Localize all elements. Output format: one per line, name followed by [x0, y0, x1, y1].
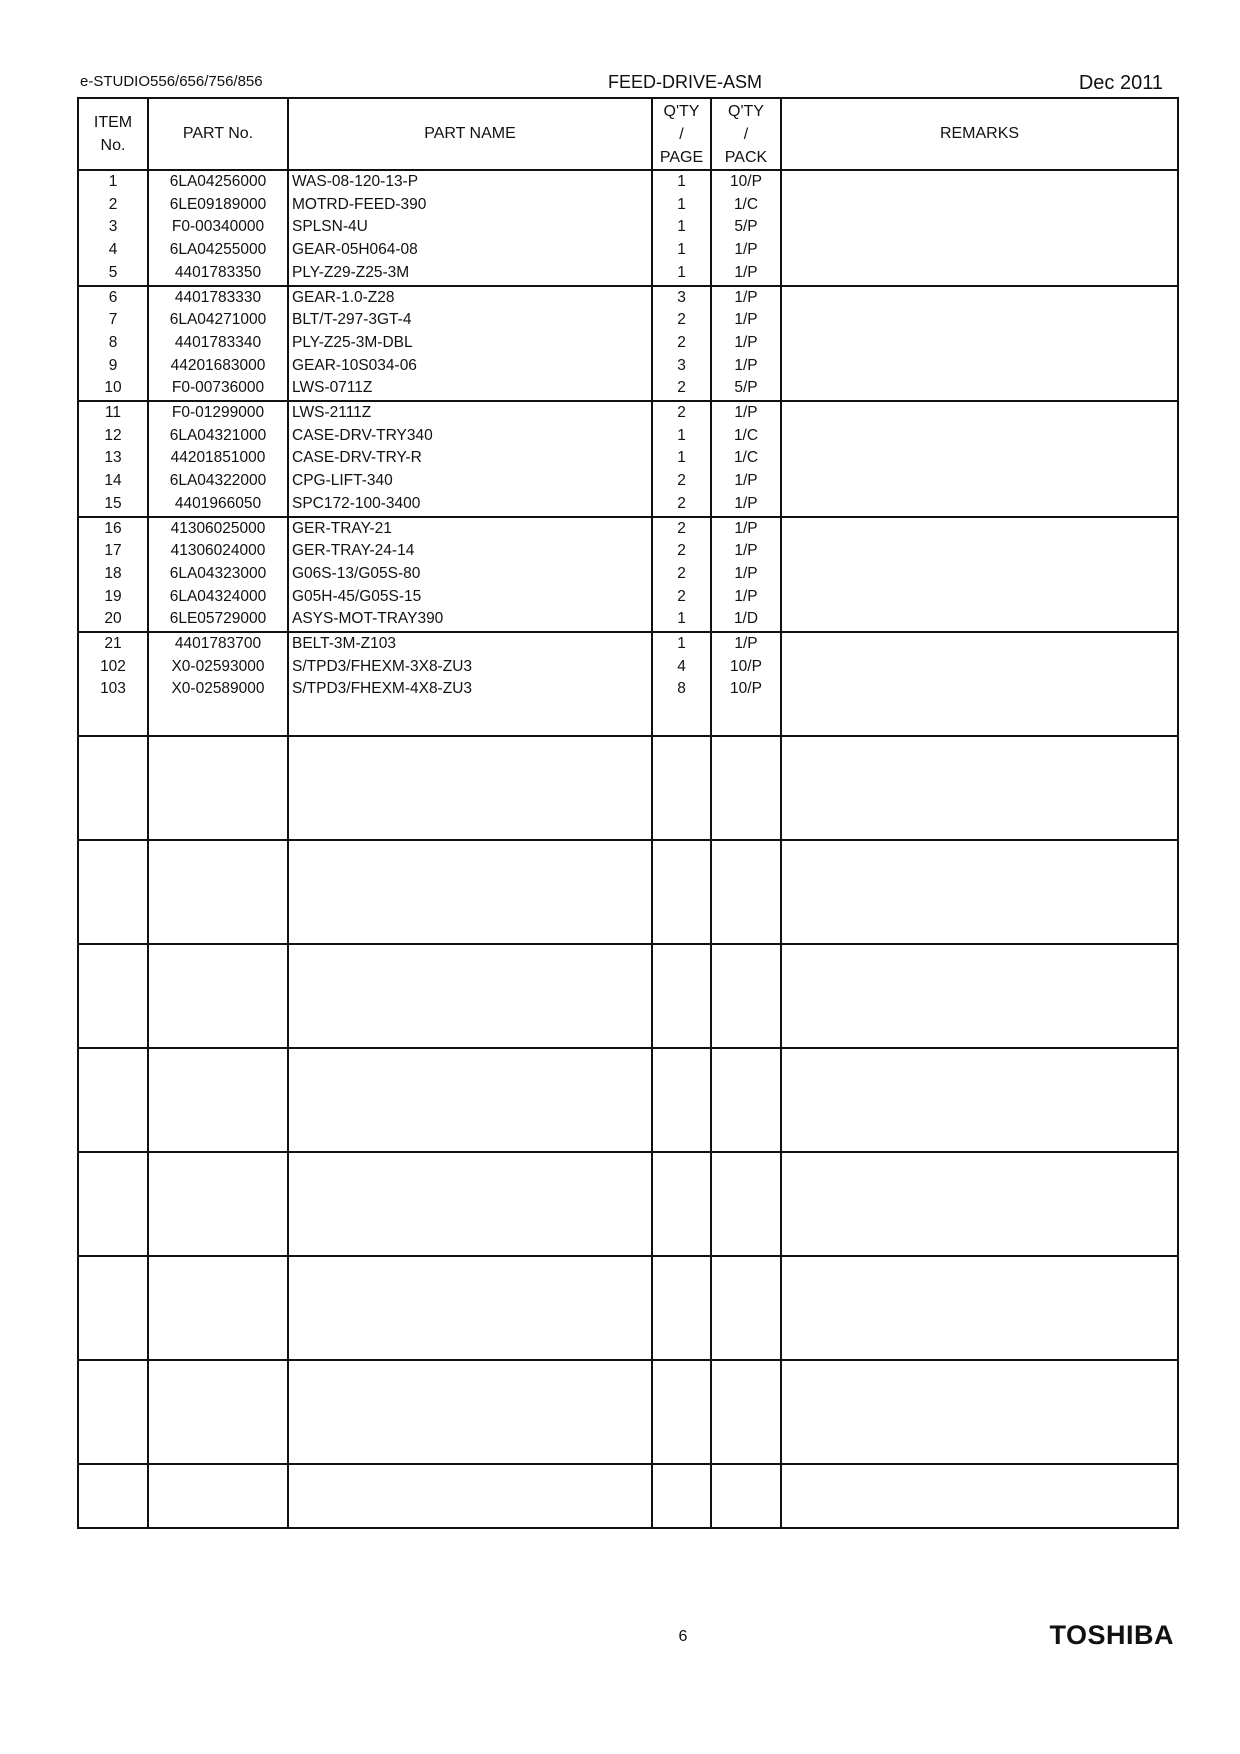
cell-qty-pack: 1/P	[711, 286, 781, 310]
cell-part-name: GER-TRAY-24-14	[288, 540, 652, 563]
empty-cell	[652, 736, 711, 840]
empty-cell	[781, 736, 1178, 840]
cell-item-no: 11	[78, 401, 148, 425]
empty-cell	[652, 1152, 711, 1256]
cell-remarks	[781, 447, 1178, 470]
table-row	[78, 170, 1178, 194]
cell-qty-pack: 1/P	[711, 563, 781, 586]
cell-part-name: SPC172-100-3400	[288, 493, 652, 517]
cell-qty-page: 1	[652, 216, 711, 239]
cell-qty-page: 3	[652, 286, 711, 310]
empty-cell	[148, 840, 288, 944]
empty-row-block	[78, 1464, 1178, 1528]
cell-part-no: X0-02589000	[148, 678, 288, 701]
empty-cell	[148, 944, 288, 1048]
cell-remarks	[781, 656, 1178, 679]
empty-cell	[78, 1464, 148, 1528]
table-spacer-row	[78, 701, 1178, 736]
cell-remarks	[781, 678, 1178, 701]
cell-part-name: LWS-0711Z	[288, 377, 652, 401]
table-row	[78, 216, 1178, 239]
cell-remarks	[781, 425, 1178, 448]
model-label: e-STUDIO556/656/756/856	[80, 73, 263, 90]
empty-cell	[148, 1152, 288, 1256]
table-row	[78, 470, 1178, 493]
empty-cell	[711, 1360, 781, 1464]
empty-cell	[781, 1464, 1178, 1528]
cell-part-name: GEAR-05H064-08	[288, 239, 652, 262]
empty-cell	[288, 1464, 652, 1528]
col-header-remarks: REMARKS	[781, 98, 1178, 170]
empty-cell	[781, 1152, 1178, 1256]
table-row	[78, 517, 1178, 541]
page-number: 6	[678, 1628, 688, 1645]
table-row	[78, 678, 1178, 701]
cell-qty-pack: 1/P	[711, 262, 781, 286]
empty-cell	[288, 1360, 652, 1464]
cell-part-name: BLT/T-297-3GT-4	[288, 309, 652, 332]
cell-item-no: 15	[78, 493, 148, 517]
cell-qty-page: 1	[652, 239, 711, 262]
cell-remarks	[781, 401, 1178, 425]
cell-part-no: 4401966050	[148, 493, 288, 517]
cell-part-name: CASE-DRV-TRY-R	[288, 447, 652, 470]
empty-cell	[288, 944, 652, 1048]
empty-cell	[78, 840, 148, 944]
cell-qty-page: 1	[652, 194, 711, 217]
table-row	[78, 608, 1178, 632]
empty-cell	[78, 736, 148, 840]
empty-cell	[148, 1464, 288, 1528]
cell-part-name: BELT-3M-Z103	[288, 632, 652, 656]
cell-qty-pack: 1/C	[711, 425, 781, 448]
cell-qty-page: 4	[652, 656, 711, 679]
cell-part-name: CPG-LIFT-340	[288, 470, 652, 493]
cell-remarks	[781, 632, 1178, 656]
cell-part-no: 6LA04322000	[148, 470, 288, 493]
cell-part-name: G06S-13/G05S-80	[288, 563, 652, 586]
cell-item-no: 4	[78, 239, 148, 262]
empty-cell	[78, 701, 148, 736]
col-header-part-name: PART NAME	[288, 98, 652, 170]
cell-part-no: 4401783350	[148, 262, 288, 286]
empty-cell	[711, 1048, 781, 1152]
empty-cell	[288, 736, 652, 840]
table-row	[78, 493, 1178, 517]
empty-cell	[652, 944, 711, 1048]
cell-qty-pack: 5/P	[711, 216, 781, 239]
cell-qty-page: 1	[652, 447, 711, 470]
empty-row-block	[78, 736, 1178, 840]
cell-remarks	[781, 493, 1178, 517]
cell-item-no: 1	[78, 170, 148, 194]
cell-item-no: 17	[78, 540, 148, 563]
col-header-qty-pack: Q'TY / PACK	[711, 98, 781, 170]
cell-item-no: 18	[78, 563, 148, 586]
cell-part-name: PLY-Z29-Z25-3M	[288, 262, 652, 286]
cell-item-no: 20	[78, 608, 148, 632]
empty-cell	[148, 1048, 288, 1152]
empty-cell	[711, 944, 781, 1048]
empty-cell	[652, 840, 711, 944]
table-row	[78, 355, 1178, 378]
cell-qty-page: 2	[652, 586, 711, 609]
cell-qty-page: 2	[652, 540, 711, 563]
empty-cell	[148, 736, 288, 840]
cell-qty-pack: 10/P	[711, 678, 781, 701]
cell-qty-page: 2	[652, 377, 711, 401]
cell-qty-pack: 1/P	[711, 540, 781, 563]
cell-remarks	[781, 309, 1178, 332]
cell-part-no: 6LA04256000	[148, 170, 288, 194]
empty-cell	[781, 701, 1178, 736]
cell-remarks	[781, 586, 1178, 609]
empty-cell	[781, 944, 1178, 1048]
cell-part-name: S/TPD3/FHEXM-3X8-ZU3	[288, 656, 652, 679]
empty-cell	[781, 840, 1178, 944]
cell-part-no: 6LA04323000	[148, 563, 288, 586]
cell-qty-page: 3	[652, 355, 711, 378]
table-row	[78, 656, 1178, 679]
cell-qty-pack: 5/P	[711, 377, 781, 401]
cell-item-no: 10	[78, 377, 148, 401]
empty-cell	[711, 701, 781, 736]
cell-part-no: 6LA04255000	[148, 239, 288, 262]
table-row	[78, 377, 1178, 401]
empty-row-block	[78, 840, 1178, 944]
col-header-part-no: PART No.	[148, 98, 288, 170]
table-row	[78, 401, 1178, 425]
cell-qty-pack: 1/P	[711, 470, 781, 493]
cell-part-no: 41306025000	[148, 517, 288, 541]
cell-qty-pack: 1/P	[711, 355, 781, 378]
cell-qty-pack: 1/C	[711, 447, 781, 470]
empty-cell	[78, 1256, 148, 1360]
cell-item-no: 3	[78, 216, 148, 239]
cell-part-name: GER-TRAY-21	[288, 517, 652, 541]
empty-cell	[288, 701, 652, 736]
cell-qty-pack: 1/P	[711, 239, 781, 262]
empty-row-block	[78, 1152, 1178, 1256]
empty-cell	[652, 1464, 711, 1528]
brand-logo: TOSHIBA	[1049, 1620, 1174, 1650]
cell-part-no: 6LA04321000	[148, 425, 288, 448]
cell-qty-page: 2	[652, 401, 711, 425]
revision-date: Dec 2011	[1078, 72, 1163, 94]
empty-cell	[78, 1048, 148, 1152]
empty-cell	[711, 1464, 781, 1528]
cell-remarks	[781, 216, 1178, 239]
cell-item-no: 6	[78, 286, 148, 310]
cell-part-name: MOTRD-FEED-390	[288, 194, 652, 217]
cell-part-no: 6LE05729000	[148, 608, 288, 632]
cell-remarks	[781, 286, 1178, 310]
cell-part-name: S/TPD3/FHEXM-4X8-ZU3	[288, 678, 652, 701]
table-row	[78, 447, 1178, 470]
empty-cell	[288, 1048, 652, 1152]
empty-cell	[148, 1256, 288, 1360]
cell-part-no: 44201851000	[148, 447, 288, 470]
cell-qty-page: 2	[652, 332, 711, 355]
cell-remarks	[781, 470, 1178, 493]
cell-item-no: 19	[78, 586, 148, 609]
table-row	[78, 540, 1178, 563]
cell-remarks	[781, 194, 1178, 217]
cell-item-no: 16	[78, 517, 148, 541]
empty-cell	[652, 1048, 711, 1152]
empty-cell	[652, 1360, 711, 1464]
cell-qty-page: 2	[652, 309, 711, 332]
table-row	[78, 262, 1178, 286]
cell-part-no: 44201683000	[148, 355, 288, 378]
empty-cell	[711, 1152, 781, 1256]
empty-cell	[78, 1360, 148, 1464]
table-row	[78, 239, 1178, 262]
cell-qty-pack: 1/C	[711, 194, 781, 217]
cell-qty-page: 2	[652, 517, 711, 541]
empty-row-block	[78, 1256, 1178, 1360]
header-row	[78, 98, 1178, 170]
cell-item-no: 8	[78, 332, 148, 355]
cell-remarks	[781, 377, 1178, 401]
cell-item-no: 12	[78, 425, 148, 448]
cell-qty-page: 2	[652, 470, 711, 493]
cell-qty-pack: 10/P	[711, 656, 781, 679]
empty-row-block	[78, 1048, 1178, 1152]
cell-qty-pack: 1/P	[711, 309, 781, 332]
empty-cell	[711, 840, 781, 944]
cell-part-name: G05H-45/G05S-15	[288, 586, 652, 609]
cell-part-name: SPLSN-4U	[288, 216, 652, 239]
cell-part-name: LWS-2111Z	[288, 401, 652, 425]
empty-cell	[288, 1256, 652, 1360]
cell-part-name: GEAR-10S034-06	[288, 355, 652, 378]
empty-cell	[781, 1360, 1178, 1464]
empty-cell	[711, 1256, 781, 1360]
cell-qty-page: 8	[652, 678, 711, 701]
col-header-item: ITEM No.	[78, 98, 148, 170]
cell-qty-page: 2	[652, 563, 711, 586]
assembly-title: FEED-DRIVE-ASM	[607, 72, 762, 92]
cell-qty-pack: 1/P	[711, 332, 781, 355]
empty-cell	[781, 1048, 1178, 1152]
col-header-qty-page: Q'TY / PAGE	[652, 98, 711, 170]
cell-remarks	[781, 517, 1178, 541]
cell-part-no: 6LE09189000	[148, 194, 288, 217]
table-row	[78, 286, 1178, 310]
parts-body	[78, 170, 1178, 1528]
cell-qty-page: 1	[652, 425, 711, 448]
cell-part-name: WAS-08-120-13-P	[288, 170, 652, 194]
cell-remarks	[781, 170, 1178, 194]
cell-remarks	[781, 608, 1178, 632]
cell-item-no: 102	[78, 656, 148, 679]
cell-item-no: 21	[78, 632, 148, 656]
cell-item-no: 9	[78, 355, 148, 378]
cell-part-no: F0-00736000	[148, 377, 288, 401]
cell-item-no: 14	[78, 470, 148, 493]
table-row	[78, 194, 1178, 217]
cell-part-no: 4401783330	[148, 286, 288, 310]
cell-qty-page: 1	[652, 632, 711, 656]
cell-remarks	[781, 262, 1178, 286]
cell-item-no: 5	[78, 262, 148, 286]
cell-qty-page: 1	[652, 608, 711, 632]
cell-part-no: X0-02593000	[148, 656, 288, 679]
empty-cell	[288, 1152, 652, 1256]
empty-row-block	[78, 944, 1178, 1048]
empty-cell	[652, 701, 711, 736]
cell-qty-pack: 1/D	[711, 608, 781, 632]
cell-remarks	[781, 540, 1178, 563]
cell-qty-pack: 1/P	[711, 632, 781, 656]
cell-part-no: 4401783340	[148, 332, 288, 355]
cell-qty-pack: 10/P	[711, 170, 781, 194]
empty-cell	[148, 701, 288, 736]
table-row	[78, 563, 1178, 586]
parts-table	[77, 97, 1179, 1529]
cell-qty-pack: 1/P	[711, 401, 781, 425]
cell-part-no: 4401783700	[148, 632, 288, 656]
cell-part-name: PLY-Z25-3M-DBL	[288, 332, 652, 355]
empty-row-block	[78, 1360, 1178, 1464]
cell-remarks	[781, 332, 1178, 355]
cell-part-no: F0-01299000	[148, 401, 288, 425]
cell-remarks	[781, 239, 1178, 262]
cell-part-no: 6LA04324000	[148, 586, 288, 609]
table-row	[78, 309, 1178, 332]
empty-cell	[78, 944, 148, 1048]
cell-item-no: 7	[78, 309, 148, 332]
cell-qty-pack: 1/P	[711, 586, 781, 609]
cell-part-name: GEAR-1.0-Z28	[288, 286, 652, 310]
table-row	[78, 332, 1178, 355]
cell-item-no: 103	[78, 678, 148, 701]
empty-cell	[288, 840, 652, 944]
cell-qty-pack: 1/P	[711, 517, 781, 541]
empty-cell	[652, 1256, 711, 1360]
empty-cell	[78, 1152, 148, 1256]
empty-cell	[711, 736, 781, 840]
cell-qty-page: 1	[652, 170, 711, 194]
cell-part-no: 41306024000	[148, 540, 288, 563]
empty-cell	[781, 1256, 1178, 1360]
table-row	[78, 632, 1178, 656]
empty-cell	[148, 1360, 288, 1464]
table-row	[78, 425, 1178, 448]
cell-item-no: 13	[78, 447, 148, 470]
cell-item-no: 2	[78, 194, 148, 217]
cell-remarks	[781, 355, 1178, 378]
cell-qty-pack: 1/P	[711, 493, 781, 517]
cell-remarks	[781, 563, 1178, 586]
cell-part-name: ASYS-MOT-TRAY390	[288, 608, 652, 632]
cell-part-name: CASE-DRV-TRY340	[288, 425, 652, 448]
cell-part-no: 6LA04271000	[148, 309, 288, 332]
cell-part-no: F0-00340000	[148, 216, 288, 239]
cell-qty-page: 1	[652, 262, 711, 286]
table-row	[78, 586, 1178, 609]
cell-qty-page: 2	[652, 493, 711, 517]
